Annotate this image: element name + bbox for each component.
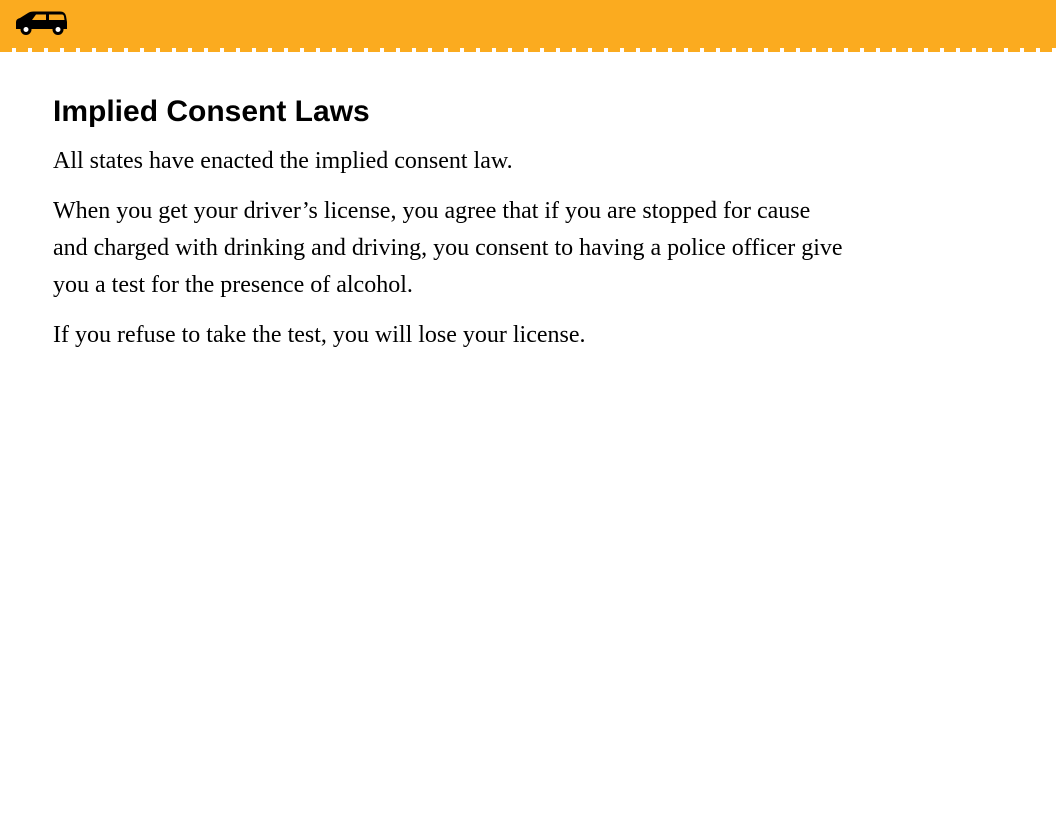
- header-band: [0, 0, 1056, 48]
- paragraph-refusal: If you refuse to take the test, you will lose your license.: [53, 322, 586, 348]
- slide-content: [53, 92, 843, 367]
- paragraph-intro: All states have enacted the implied consent law.: [53, 148, 513, 174]
- header-dashed-edge: [0, 48, 1056, 52]
- slide-title: Implied Consent Laws: [53, 95, 370, 128]
- paragraph-license-agreement: When you get your driver’s license, you agree that if you are stopped for cause and charged with drinking and driving, you consent to having a police officer give you a test for the presence of alcohol.: [53, 198, 843, 298]
- car-icon: [12, 10, 70, 36]
